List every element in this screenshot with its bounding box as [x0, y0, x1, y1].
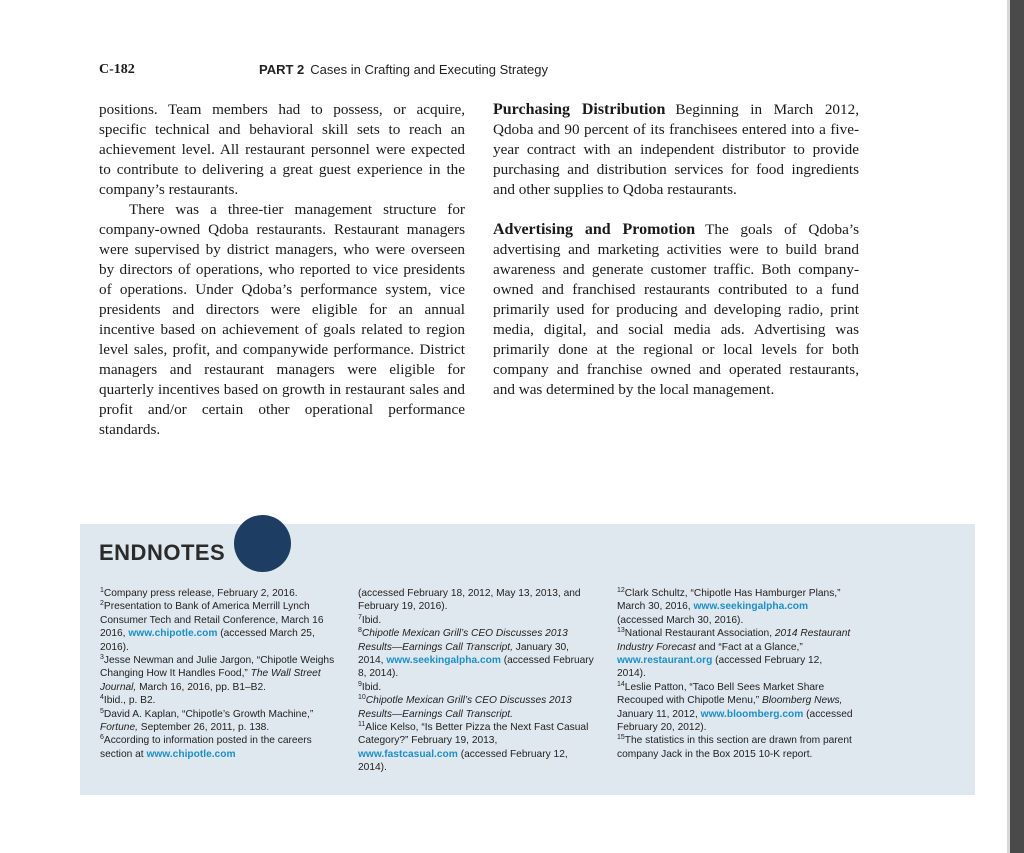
page-header — [99, 62, 859, 82]
endnote-6: $^6$According to information posted in the careers section at www.chipotle.com — [100, 734, 312, 760]
running-head — [259, 62, 548, 77]
endnotes-box — [80, 524, 975, 795]
endnote-9: $^9$Ibid. — [358, 680, 382, 693]
endnote-link[interactable]: www.bloomberg.com — [700, 708, 804, 720]
endnote-4: $^4$Ibid., p. B2. — [100, 694, 156, 707]
advertising-text: The goals of Qdoba’s advertising and marketing activities were to build brand awareness and generate customer traffic. Both company-owned and franchised restaurants contributed to a fund primarily used for producing and developing radio, print media, digital, and social media ads. Advertising was primarily done at the regional or local levels for both company and franchise owned and operated restaurants, and was determined by the local management. — [493, 221, 859, 398]
endnote-7: $^7$Ibid. — [358, 613, 382, 626]
advertising-heading: Advertising and Promotion — [493, 221, 696, 238]
page-number: C-182 — [99, 62, 135, 77]
purchasing-heading: Purchasing Distribution — [493, 101, 666, 118]
purchasing-text: Beginning in March 2012, Qdoba and 90 percent of its franchisees entered into a five-year contract with an independent distributor to provide purchasing and distribution services for food ingredients and other supplies to Qdoba restaurants. — [493, 101, 860, 198]
section-purchasing — [493, 100, 859, 200]
endnote-5: $^5$David A. Kaplan, “Chipotle’s Growth Machine,” Fortune, September 26, 2011, p. 138. — [100, 707, 314, 734]
endnote-link[interactable]: www.fastcasual.com — [358, 748, 458, 760]
section-advertising — [493, 220, 859, 400]
endnote-12: $^{12}$Clark Schultz, “Chipotle Has Hamburger Plans,” March 30, 2016, www.seekingalpha.com (accessed March 30, 2016). — [617, 587, 841, 626]
part-label: PART 2 — [259, 62, 305, 77]
endnote-2: $^2$Presentation to Bank of America Merrill Lynch Consumer Tech and Retail Conference, March 16 2016, www.chipotle.com (accessed March 25, 2016). — [100, 600, 324, 653]
right-text-column — [493, 100, 859, 400]
endnote-6-continued: (accessed February 18, 2012, May 13, 2013, and February 19, 2016). — [358, 588, 581, 613]
paragraph-management-structure: There was a three-tier management structure for company-owned Qdoba restaurants. Restaurant managers were supervised by district managers, who were overseen by directors of operations, who reported to vice presidents of operations. Under Qdoba’s performance system, vice presidents and directors were eligible for an annual incentive based on achievement of goals related to region level sales, profit, and companywide performance. District managers and restaurant managers were eligible for quarterly incentives based on growth in restaurant sales and profit and/or certain other operational performance standards. — [99, 201, 465, 438]
endnotes-title: ENDNOTES — [99, 540, 226, 565]
endnote-14: $^{14}$Leslie Patton, “Taco Bell Sees Market Share Recouped with Chipotle Menu,” Bloomberg News, January 11, 2012, www.bloomberg.com (accessed February 20, 2012). — [617, 680, 853, 734]
endnote-8: $^8$Chipotle Mexican Grill’s CEO Discusses 2013 Results—Earnings Call Transcript, January 30, 2014, www.seekingalpha.com (accessed February 8, 2014). — [358, 627, 594, 680]
endnote-15: $^{15}$The statistics in this section are drawn from parent company Jack in the Box 2015 10-K report. — [617, 734, 852, 760]
endnote-1: $^1$Company press release, February 2, 2016. — [100, 587, 298, 599]
endnotes-column-1 — [100, 587, 336, 761]
endnote-13: $^{13}$National Restaurant Association, 2014 Restaurant Industry Forecast and “Fact at a Glance,” www.restaurant.org (accessed February 12, 2014). — [617, 627, 851, 680]
left-text-column — [99, 100, 465, 440]
endnote-link[interactable]: www.seekingalpha.com — [386, 655, 501, 667]
endnote-11: $^{11}$Alice Kelso, “Is Better Pizza the Next Fast Casual Category?” February 19, 2013, www.fastcasual.com (accessed February 12, 2014). — [358, 721, 589, 774]
endnote-10: $^{10}$Chipotle Mexican Grill’s CEO Discusses 2013 Results—Earnings Call Transcript. — [358, 694, 572, 720]
endnotes-column-3 — [617, 587, 853, 761]
endnotes-column-2 — [358, 587, 594, 775]
endnote-3: $^3$Jesse Newman and Julie Jargon, “Chipotle Weighs Changing How It Handles Food,” The Wall Street Journal, March 16, 2016, pp. B1–B2. — [100, 654, 335, 693]
viewer-scroll-edge[interactable] — [1010, 0, 1024, 853]
endnote-link[interactable]: www.chipotle.com — [146, 748, 236, 760]
section-title: Cases in Crafting and Executing Strategy — [310, 62, 549, 77]
endnote-link[interactable]: www.restaurant.org — [617, 655, 713, 667]
endnote-link[interactable]: www.seekingalpha.com — [693, 601, 809, 613]
paragraph-positions: positions. Team members had to possess, or acquire, specific technical and behavioral skill sets to reach an achievement level. All restaurant personnel were expected to contribute to delivering a great guest experience in the company’s restaurants. — [99, 101, 465, 198]
endnotes-circle-icon — [234, 515, 291, 572]
endnote-link[interactable]: www.chipotle.com — [128, 628, 218, 640]
